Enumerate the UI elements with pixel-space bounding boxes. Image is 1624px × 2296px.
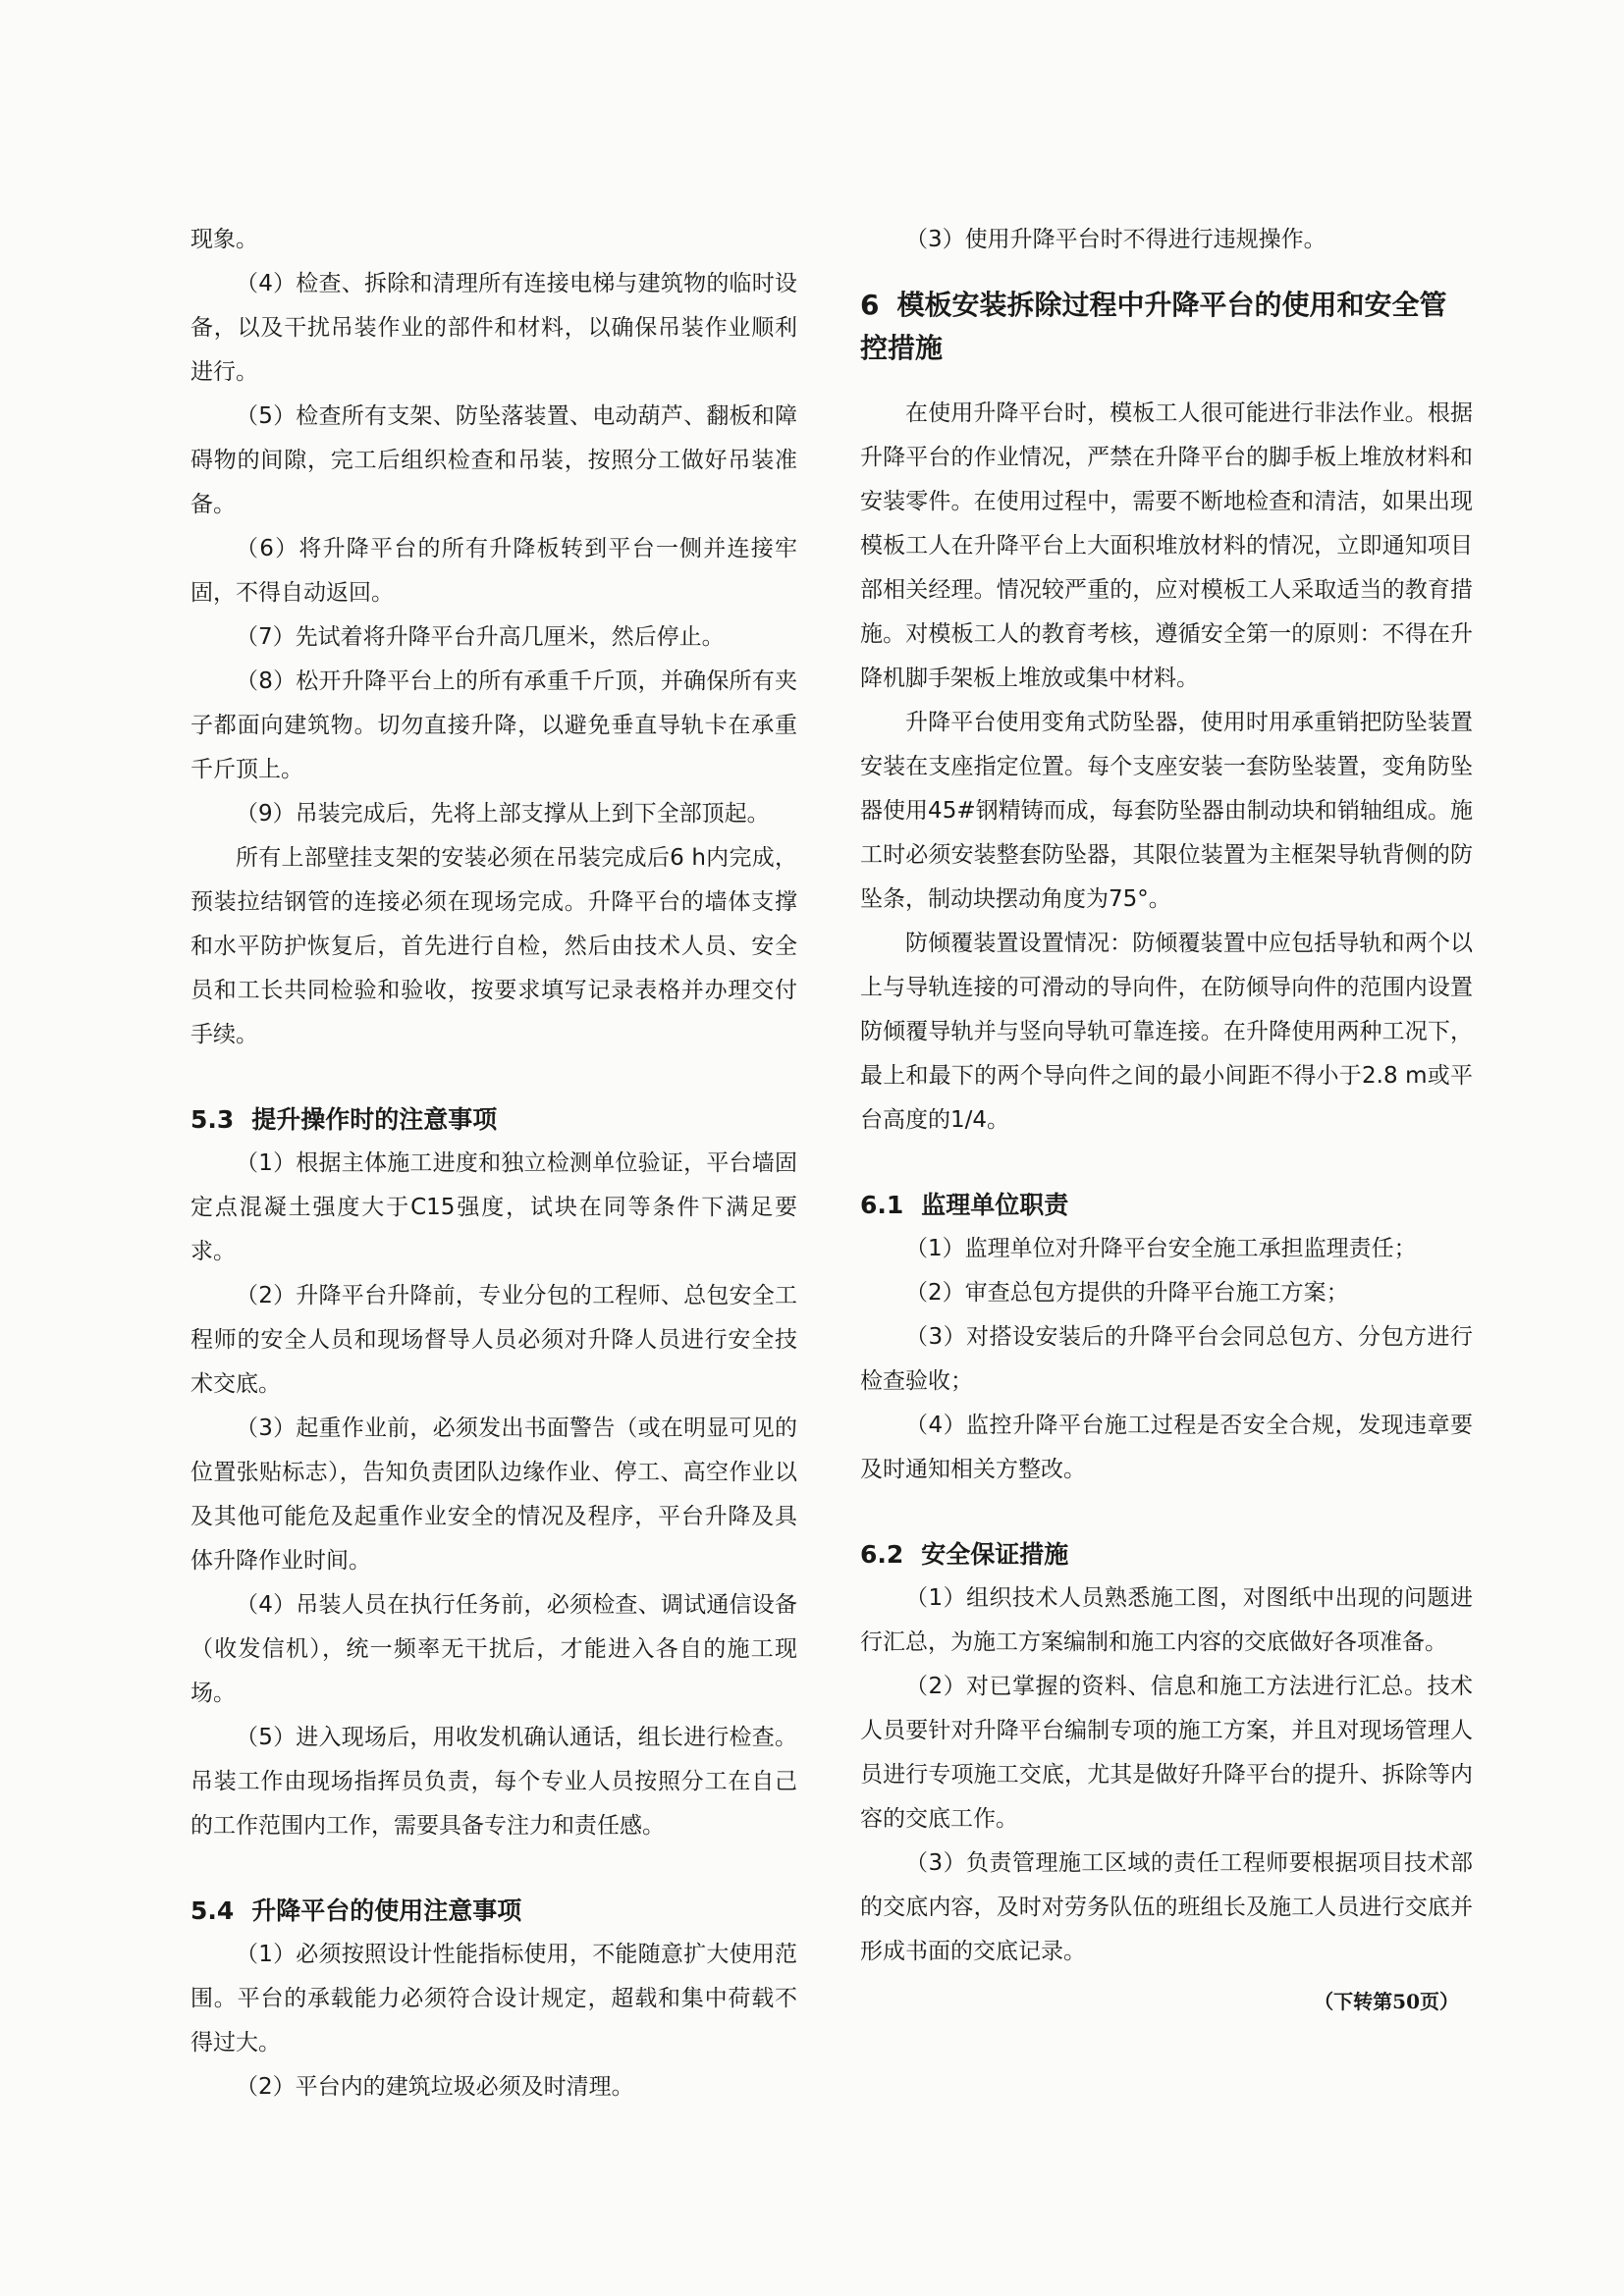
paragraph: 防倾覆装置设置情况：防倾覆装置中应包括导轨和两个以上与导轨连接的可滑动的导向件，在防倾导向件的范围内设置防倾覆导轨并与竖向导轨可靠连接。在升降使用两种工况下，最上和最下的两个导向件之间的最小间距不得小于2.8 m或平台高度的1/4。: [860, 931, 1473, 1133]
section-number: 5.3: [190, 1105, 235, 1134]
section-number: 6.1: [860, 1191, 904, 1219]
paragraph: （2）审查总包方提供的升降平台施工方案；: [905, 1280, 1349, 1306]
paragraph: （1）必须按照设计性能指标使用，不能随意扩大使用范围。平台的承载能力必须符合设计规定，超载和集中荷载不得过大。: [190, 1942, 797, 2056]
paragraph: （4）检查、拆除和清理所有连接电梯与建筑物的临时设备，以及干扰吊装作业的部件和材料，以确保吊装作业顺利进行。: [190, 271, 797, 385]
paragraph: （5）进入现场后，用收发机确认通话，组长进行检查。吊装工作由现场指挥员负责，每个专业人员按照分工在自己的工作范围内工作，需要具备专注力和责任感。: [190, 1725, 797, 1839]
continued-note: （下转第50页）: [1314, 1990, 1459, 2013]
left-column: [190, 218, 797, 2109]
paragraph: （8）松开升降平台上的所有承重千斤顶，并确保所有夹子都面向建筑物。切勿直接升降，以避免垂直导轨卡在承重千斤顶上。: [190, 668, 797, 782]
paragraph: （2）平台内的建筑垃圾必须及时清理。: [236, 2074, 634, 2100]
paragraph: 在使用升降平台时，模板工人很可能进行非法作业。根据升降平台的作业情况，严禁在升降平台的脚手板上堆放材料和安装零件。在使用过程中，需要不断地检查和清洁，如果出现模板工人在升降平台上大面积堆放材料的情况，立即通知项目部相关经理。情况较严重的，应对模板工人采取适当的教育措施。对模板工人的教育考核，遵循安全第一的原则：不得在升降机脚手架板上堆放或集中材料。: [860, 400, 1473, 691]
paragraph: （3）负责管理施工区域的责任工程师要根据项目技术部的交底内容，及时对劳务队伍的班组长及施工人员进行交底并形成书面的交底记录。: [860, 1850, 1473, 1964]
section-heading-6-1: [860, 1184, 1473, 1227]
section-title: 安全保证措施: [921, 1540, 1069, 1569]
paragraph: 所有上部壁挂支架的安装必须在吊装完成后6 h内完成，预装拉结钢管的连接必须在现场完成。升降平台的墙体支撑和水平防护恢复后，首先进行自检，然后由技术人员、安全员和工长共同检验和验收，按要求填写记录表格并办理交付手续。: [190, 845, 797, 1047]
section-number: 6: [860, 289, 880, 321]
paragraph: （2）升降平台升降前，专业分包的工程师、总包安全工程师的安全人员和现场督导人员必须对升降人员进行安全技术交底。: [190, 1283, 797, 1397]
section-title: 提升操作时的注意事项: [251, 1105, 498, 1134]
paragraph: （3）对搭设安装后的升降平台会同总包方、分包方进行检查验收；: [860, 1324, 1473, 1394]
section-heading-6-2: [860, 1533, 1473, 1576]
right-column: [860, 218, 1473, 2024]
section-number: 6.2: [860, 1540, 904, 1569]
paragraph: （9）吊装完成后，先将上部支撑从上到下全部顶起。: [236, 801, 770, 827]
paragraph: （1）组织技术人员熟悉施工图，对图纸中出现的问题进行汇总，为施工方案编制和施工内容的交底做好各项准备。: [860, 1585, 1473, 1655]
section-heading-5-3: [190, 1098, 797, 1142]
paragraph: （1）监理单位对升降平台安全施工承担监理责任；: [905, 1236, 1417, 1261]
paragraph: （3）起重作业前，必须发出书面警告（或在明显可见的位置张贴标志），告知负责团队边缘作业、停工、高空作业以及其他可能危及起重作业安全的情况及程序，平台升降及具体升降作业时间。: [190, 1415, 797, 1574]
paragraph: （7）先试着将升降平台升高几厘米，然后停止。: [236, 624, 725, 650]
paragraph: （4）吊装人员在执行任务前，必须检查、调试通信设备（收发信机），统一频率无干扰后，才能进入各自的施工现场。: [190, 1592, 797, 1706]
paragraph: （4）监控升降平台施工过程是否安全合规，发现违章要及时通知相关方整改。: [860, 1413, 1473, 1482]
paragraph: 现象。: [190, 227, 258, 252]
section-title: 升降平台的使用注意事项: [251, 1896, 522, 1925]
paragraph: （5）检查所有支架、防坠落装置、电动葫芦、翻板和障碍物的间隙，完工后组织检查和吊装，按照分工做好吊装准备。: [190, 403, 797, 517]
paragraph: （6）将升降平台的所有升降板转到平台一侧并连接牢固，不得自动返回。: [190, 536, 797, 606]
section-heading-5-4: [190, 1890, 797, 1933]
paragraph: （3）使用升降平台时不得进行违规操作。: [905, 227, 1326, 252]
paragraph: 升降平台使用变角式防坠器，使用时用承重销把防坠装置安装在支座指定位置。每个支座安装一套防坠装置，变角防坠器使用45#钢精铸而成，每套防坠器由制动块和销轴组成。施工时必须安装整套防坠器，其限位装置为主框架导轨背侧的防坠条，制动块摆动角度为75°。: [860, 710, 1473, 912]
section-title: 监理单位职责: [921, 1191, 1069, 1219]
paragraph: （2）对已掌握的资料、信息和施工方法进行汇总。技术人员要针对升降平台编制专项的施工方案，并且对现场管理人员进行专项施工交底，尤其是做好升降平台的提升、拆除等内容的交底工作。: [860, 1674, 1473, 1832]
paragraph: （1）根据主体施工进度和独立检测单位验证，平台墙固定点混凝土强度大于C15强度，试块在同等条件下满足要求。: [190, 1150, 797, 1264]
section-number: 5.4: [190, 1896, 235, 1925]
section-title: 模板安装拆除过程中升降平台的使用和安全管控措施: [860, 289, 1447, 364]
section-heading-6: [860, 284, 1473, 370]
